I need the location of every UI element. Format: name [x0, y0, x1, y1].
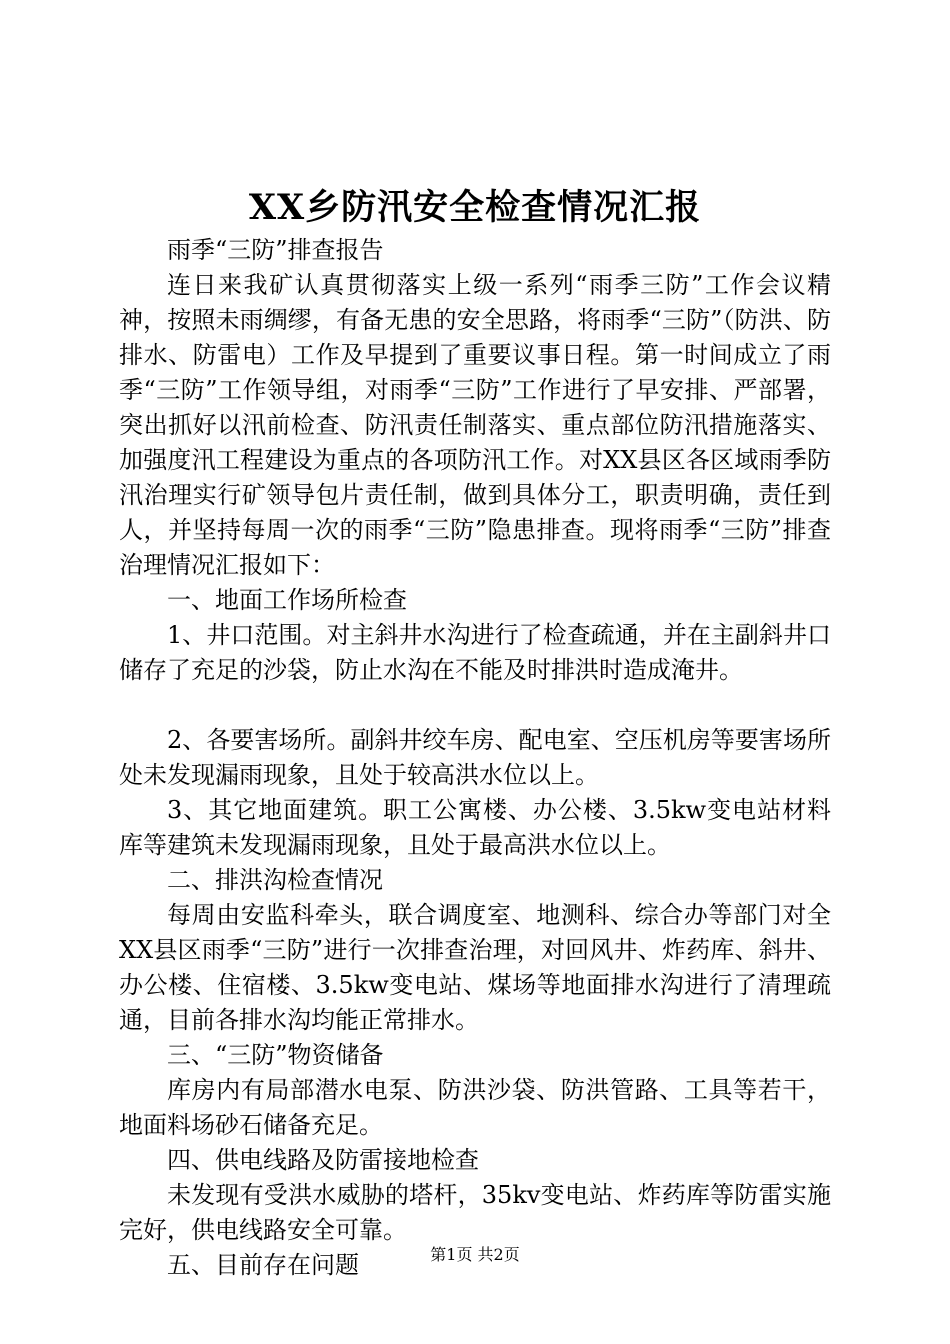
supplies-paragraph: 库房内有局部潜水电泵、防洪沙袋、防洪管路、工具等若干，地面料场砂石储备充足。: [119, 1076, 831, 1139]
section-heading-3: 三、“三防”物资储备: [167, 1041, 384, 1069]
power-paragraph: 未发现有受洪水威胁的塔杆，35kv变电站、炸药库等防雷实施完好，供电线路安全可靠。: [119, 1181, 831, 1244]
page-total: 共2页: [477, 1245, 520, 1264]
intro-paragraph: 连日来我矿认真贯彻落实上级一系列“雨季三防”工作会议精神，按照未雨绸缪，有备无患的安全思路，将雨季“三防”（防洪、防排水、防雷电）工作及早提到了重要议事日程。第一时间成立了雨季“三防”工作领导组，对雨季“三防”工作进行了早安排、严部署，突出抓好以汛前检查、防汛责任制落实、重点部位防汛措施落实、加强度汛工程建设为重点的各项防汛工作。对XX县区各区域雨季防汛治理实行矿领导包片责任制，做到具体分工，职责明确，责任到人，并坚持每周一次的雨季“三防”隐患排查。现将雨季“三防”排查治理情况汇报如下：: [119, 271, 831, 579]
section-heading-5: 五、目前存在问题: [167, 1251, 359, 1279]
page-number: 第1页: [430, 1245, 473, 1264]
drainage-paragraph: 每周由安监科牵头，联合调度室、地测科、综合办等部门对全XX县区雨季“三防”进行一次排查治理，对回风井、炸药库、斜井、办公楼、住宿楼、3.5kw变电站、煤场等地面排水沟进行了清理疏通，目前各排水沟均能正常排水。: [119, 901, 831, 1034]
section-heading-2: 二、排洪沟检查情况: [167, 866, 383, 894]
document-title: XX乡防汛安全检查情况汇报: [248, 187, 702, 228]
page-footer: [0, 1245, 950, 1265]
item-paragraph-1: 1、井口范围。对主斜井水沟进行了检查疏通，并在主副斜井口储存了充足的沙袋，防止水沟在不能及时排洪时造成淹井。: [119, 621, 831, 684]
report-heading: 雨季“三防”排查报告: [167, 236, 384, 264]
section-heading-1: 一、地面工作场所检查: [167, 586, 407, 614]
item-paragraph-3: 3、其它地面建筑。职工公寓楼、办公楼、3.5kw变电站材料库等建筑未发现漏雨现象，且处于最高洪水位以上。: [119, 796, 831, 859]
section-heading-4: 四、供电线路及防雷接地检查: [167, 1146, 479, 1174]
item-paragraph-2: 2、各要害场所。副斜井绞车房、配电室、空压机房等要害场所处未发现漏雨现象，且处于较高洪水位以上。: [119, 726, 831, 789]
document-body: [119, 233, 831, 1283]
